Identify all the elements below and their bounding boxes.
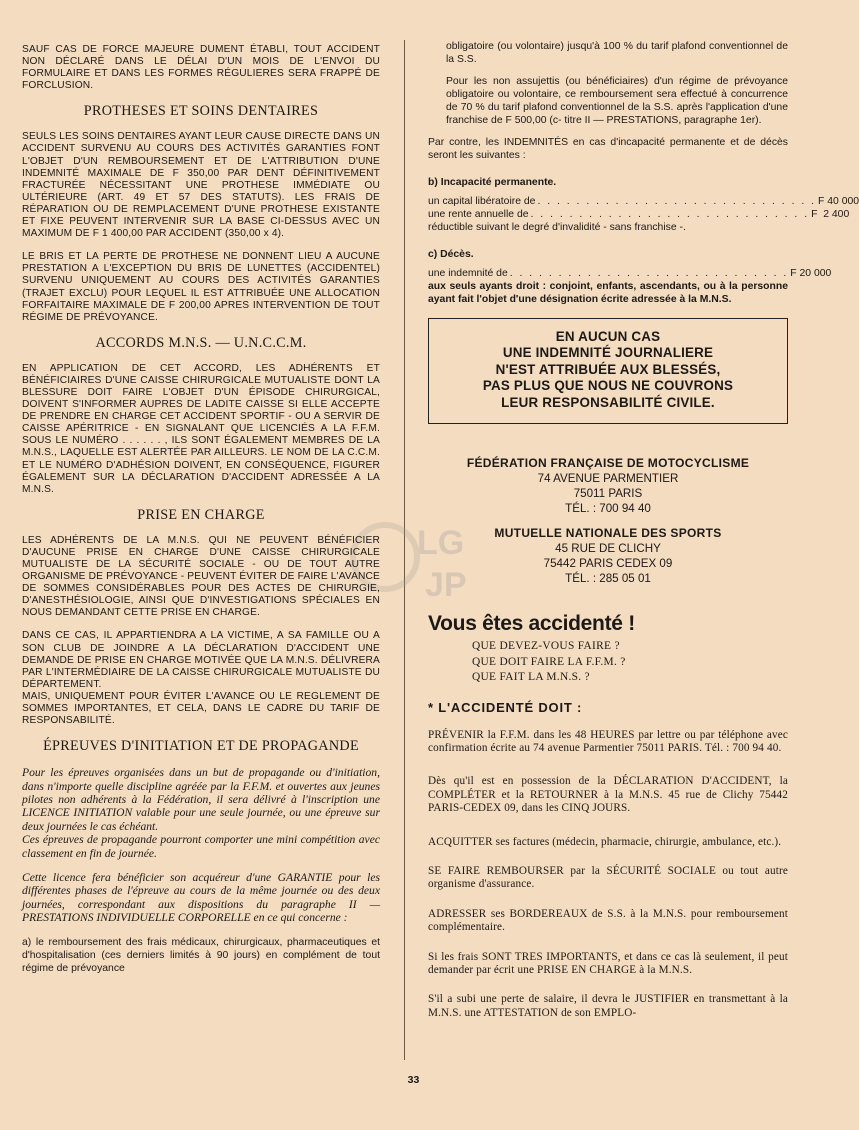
step-prevenir: PRÉVENIR la F.F.M. dans les 48 HEURES par lettre ou par téléphone avec confirmation écrite au 74 avenue Parmentier 75011 PARIS. Tél. : 700 94 40. bbox=[428, 728, 788, 754]
prise-paragraph-1: LES ADHÉRENTS DE LA M.N.S. QUI NE PEUVENT BÉNÉFICIER D'AUCUNE PRISE EN CHARGE D'UNE CAISSE CHIRURGICALE MUTUALISTE DE LA SÉCURITÉ SOCIALE - OU DE TOUT AUTRE ORGANISME DE PRÉVOYANCE - PEUVENT ÉVITER DE FAIRE L'AVANCE DE SOMMES CONSIDÉRABLES POUR DES ACTES DE CHIRURGIE, D'ANESTHÉSIOLOGIE, AINSI QUE D'INVESTIGATIONS SPÉCIALES EN NOUS DEMANDANT CETTE PRISE EN CHARGE. bbox=[22, 534, 380, 619]
rente-row: une rente annuelle de . . . . . . . . . . . . . . . . . . . . . . . . . . . . . F 2 400 bbox=[428, 209, 850, 220]
indemnites-paragraph: Par contre, les INDEMNITÉS en cas d'incapacité permanente et de décès seront les suivantes : bbox=[428, 137, 788, 161]
capital-value: F 40 000 bbox=[818, 196, 859, 207]
section-c-heading: c) Décès. bbox=[428, 249, 474, 260]
right-column bbox=[428, 40, 859, 1034]
ffm-address bbox=[428, 456, 788, 516]
question-item: QUE FAIT LA M.N.S. ? bbox=[472, 671, 590, 684]
accident-title: Vous êtes accidenté ! bbox=[428, 612, 635, 636]
mns-city: 75442 PARIS CEDEX 09 bbox=[543, 557, 673, 571]
ffm-street: 74 AVENUE PARMENTIER bbox=[537, 472, 679, 486]
svg-text:JP: JP bbox=[425, 566, 467, 604]
epreuves-paragraph-1: Pour les épreuves organisées dans un but de propagande ou d'initiation, dans n'importe quelle discipline agréée par la F.F.M. et ouvertes aux jeunes pilotes non adhérents à la Fédération, il sera délivré à l'inscription une LICENCE INITIATION valable pour une seule journée, ou une épreuve sur deux journées le cas échéant. bbox=[22, 766, 380, 833]
notice-box bbox=[428, 318, 788, 424]
mns-address bbox=[428, 526, 788, 586]
protheses-paragraph-2: LE BRIS ET LA PERTE DE PROTHESE NE DONNENT LIEU A AUCUNE PRESTATION A L'EXCEPTION DU BRIS DE LUNETTES (ACCIDENTEL) SURVENU UNIQUEMENT AU COURS DES ACTIVITÉS GARANTIES (TRAJET EXCLU) POUR LEQUEL IL EST ATTRIBUÉE UNE ALLOCATION FORFAITAIRE MAXIMALE DE F 200,00 APRES INTERVENTION DE TOUT RÉGIME DE PRÉVOYANCE. bbox=[22, 251, 380, 323]
heading-prise-en-charge: PRISE EN CHARGE bbox=[137, 506, 265, 523]
prise-paragraph-3: MAIS, UNIQUEMENT POUR ÉVITER L'AVANCE OU LE REGLEMENT DE SOMMES IMPORTANTES, ET CELA, DANS LE CADRE DU TARIF DE RESPONSABILITÉ. bbox=[22, 690, 380, 727]
notice-line: LEUR RESPONSABILITÉ CIVILE. bbox=[501, 394, 715, 410]
capital-label: un capital libératoire de bbox=[428, 196, 536, 207]
step-rembourser: SE FAIRE REMBOURSER par la SÉCURITÉ SOCIALE ou tout autre organisme d'assurance. bbox=[428, 864, 788, 891]
non-assujettis-paragraph: Pour les non assujettis (ou bénéficiaires) d'un régime de prévoyance obligatoire ou volontaire, ce remboursement sera effectué à concurrence de 70 % du tarif plafond conventionnel de la S.S. après l'application d'une franchise de F 500,00 (c- titre II — PRESTATIONS, paragraphe 1er). bbox=[446, 76, 788, 126]
deces-label: une indemnité de bbox=[428, 268, 508, 279]
deces-row: une indemnité de . . . . . . . . . . . . . . . . . . . . . . . . . . . . . F 20 000 bbox=[428, 268, 832, 279]
svg-text:LG: LG bbox=[417, 524, 465, 562]
ayants-droit-text: aux seuls ayants droit : conjoint, enfants, ascendants, ou à la personne ayant fait l'objet d'une désignation écrite adressée à la M.N.S. bbox=[428, 281, 788, 305]
rente-label: une rente annuelle de bbox=[428, 209, 529, 220]
step-declaration: Dès qu'il est en possession de la DÉCLARATION D'ACCIDENT, la COMPLÉTER et la RETOURNER à la M.N.S. 45 rue de Clichy 75442 PARIS-CEDEX 09, dans les CINQ JOURS. bbox=[428, 775, 788, 815]
question-item: QUE DOIT FAIRE LA F.F.M. ? bbox=[472, 655, 626, 668]
notice-line: PAS PLUS QUE NOUS NE COUVRONS bbox=[482, 378, 734, 394]
question-item: QUE DEVEZ-VOUS FAIRE ? bbox=[472, 640, 620, 653]
epreuves-paragraph-3: Cette licence fera bénéficier son acquéreur d'une GARANTIE pour les différentes phases de l'épreuve au cours de la même journée ou des deux journées, correspondant aux dispositions du paragraphe II — PRESTATIONS INDIVIDUELLE CORPORELLE en ce qui concerne : bbox=[22, 871, 380, 925]
deces-value: F 20 000 bbox=[790, 268, 832, 279]
item-a-paragraph: a) le remboursement des frais médicaux, chirurgicaux, pharmaceutiques et d'hospitalisation (ces derniers limités à 90 jours) en complément de tout régime de prévoyance bbox=[22, 936, 380, 974]
ffm-phone: TÉL. : 700 94 40 bbox=[565, 502, 651, 516]
left-column bbox=[22, 44, 380, 984]
mns-name: MUTUELLE NATIONALE DES SPORTS bbox=[494, 526, 722, 541]
capital-row: un capital libératoire de . . . . . . . . . . . . . . . . . . . . . . . . . . . . . F 40 000 bbox=[428, 196, 859, 207]
notice-line: UNE INDEMNITÉ JOURNALIERE bbox=[502, 345, 714, 361]
step-perte-salaire: S'il a subi une perte de salaire, il devra le JUSTIFIER en transmettant à la M.N.S. une ATTESTATION de son EMPLO- bbox=[428, 993, 788, 1019]
notice-line: N'EST ATTRIBUÉE AUX BLESSÉS, bbox=[495, 361, 721, 377]
heading-epreuves: ÉPREUVES D'INITIATION ET DE PROPAGANDE bbox=[43, 738, 359, 755]
accords-paragraph: EN APPLICATION DE CET ACCORD, LES ADHÉRENTS ET BÉNÉFICIAIRES D'UNE CAISSE CHIRURGICALE MUTUALISTE DONT LA BLESSURE DOIT FAIRE L'OBJET D'UN ÉPISODE CHIRURGICAL, DOIVENT S'INFORMER AUPRES DE LADITE CAISSE SI ELLE ACCEPTE DE PRENDRE EN CHARGE CET ACCIDENT SPORTIF - OU A SERVIR DE CAISSE APÉRITRICE - EN SIGNALANT QUE LICENCIÉS A LA F.F.M. SOUS LE NUMÉRO . . . . . . , ILS SONT ÉGALEMENT MEMBRES DE LA M.N.S., LAQUELLE EST ALERTÉE PAR AILLEURS. LE NOM DE LA C.C.M. ET LE NUMÉRO D'ADHÉSION DOIVENT, EN CONSÉQUENCE, FIGURER ÉGALEMENT SUR LA DÉCLARATION D'ACCIDENT ADRESSÉE A LA M.N.S. bbox=[22, 362, 380, 495]
step-acquitter: ACQUITTER ses factures (médecin, pharmacie, chirurgie, ambulance, etc.). bbox=[428, 835, 782, 848]
prise-paragraph-2: DANS CE CAS, IL APPARTIENDRA A LA VICTIME, A SA FAMILLE OU A SON CLUB DE JOINDRE A LA DÉCLARATION D'ACCIDENT UNE DEMANDE DE PRISE EN CHARGE MOTIVÉE QUE LA M.N.S. DÉLIVRERA PAR L'INTERMÉDIAIRE DE LA CAISSE CHIRURGICALE MUTUALISTE DU DÉPARTEMENT. bbox=[22, 630, 380, 690]
mns-phone: TÉL. : 285 05 01 bbox=[565, 572, 651, 586]
protheses-paragraph-1: SEULS LES SOINS DENTAIRES AYANT LEUR CAUSE DIRECTE DANS UN ACCIDENT SURVENU AU COURS DES ACTIVITÉS GARANTIES FONT L'OBJET D'UN REMBOURSEMENT ET DE L'ATTRIBUTION D'UNE INDEMNITÉ MAXIMALE DE F 350,00 PAR DENT DÉFINITIVEMENT FRACTURÉE NÉCESSITANT UNE PROTHESE IMMÉDIATE OU ULTÉRIEURE (ART. 49 ET 57 DES STATUTS). LES FRAIS DE RÉPARATION OU DE REMPLACEMENT D'UNE PROTHESE EXISTANTE ET FIXE PEUVENT INTERVENIR SUR LA BASE CI-DESSUS AVEC UN MAXIMUM DE F 1 400,00 PAR ACCIDENT (350,00 x 4). bbox=[22, 131, 380, 240]
continuation-paragraph: obligatoire (ou volontaire) jusqu'à 100 % du tarif plafond conventionnel de la S.S. bbox=[446, 41, 788, 65]
heading-accords: ACCORDS M.N.S. — U.N.C.C.M. bbox=[95, 334, 307, 351]
page-number: 33 bbox=[407, 1074, 420, 1086]
heading-protheses: PROTHESES ET SOINS DENTAIRES bbox=[83, 103, 319, 120]
ffm-city: 75011 PARIS bbox=[573, 487, 643, 501]
questions-list bbox=[428, 639, 788, 686]
reductible-text: réductible suivant le degré d'invalidité - sans franchise -. bbox=[428, 222, 686, 233]
intro-paragraph: SAUF CAS DE FORCE MAJEURE DUMENT ÉTABLI, TOUT ACCIDENT NON DÉCLARÉ DANS LE DÉLAI D'UN MOIS DE L'ENVOI DU FORMULAIRE ET DANS LES FORMES RÉGULIERES SERA FRAPPÉ DE FORCLUSION. bbox=[22, 44, 380, 92]
step-bordereaux: ADRESSER ses BORDEREAUX de S.S. à la M.N.S. pour remboursement complémentaire. bbox=[428, 907, 788, 934]
epreuves-paragraph-2: Ces épreuves de propagande pourront comporter une mini compétition avec classement en fin de journée. bbox=[22, 833, 380, 860]
mns-street: 45 RUE DE CLICHY bbox=[555, 542, 661, 556]
rente-value: F 2 400 bbox=[811, 209, 850, 220]
step-prise-en-charge: Si les frais SONT TRES IMPORTANTS, et dans ce cas là seulement, il peut demander par écrit une PRISE EN CHARGE à la M.N.S. bbox=[428, 950, 788, 976]
notice-line: EN AUCUN CAS bbox=[555, 329, 661, 344]
accidente-doit-heading: * L'ACCIDENTÉ DOIT : bbox=[428, 699, 583, 715]
ffm-name: FÉDÉRATION FRANÇAISE DE MOTOCYCLISME bbox=[466, 456, 750, 471]
section-b-heading: b) Incapacité permanente. bbox=[428, 177, 557, 188]
